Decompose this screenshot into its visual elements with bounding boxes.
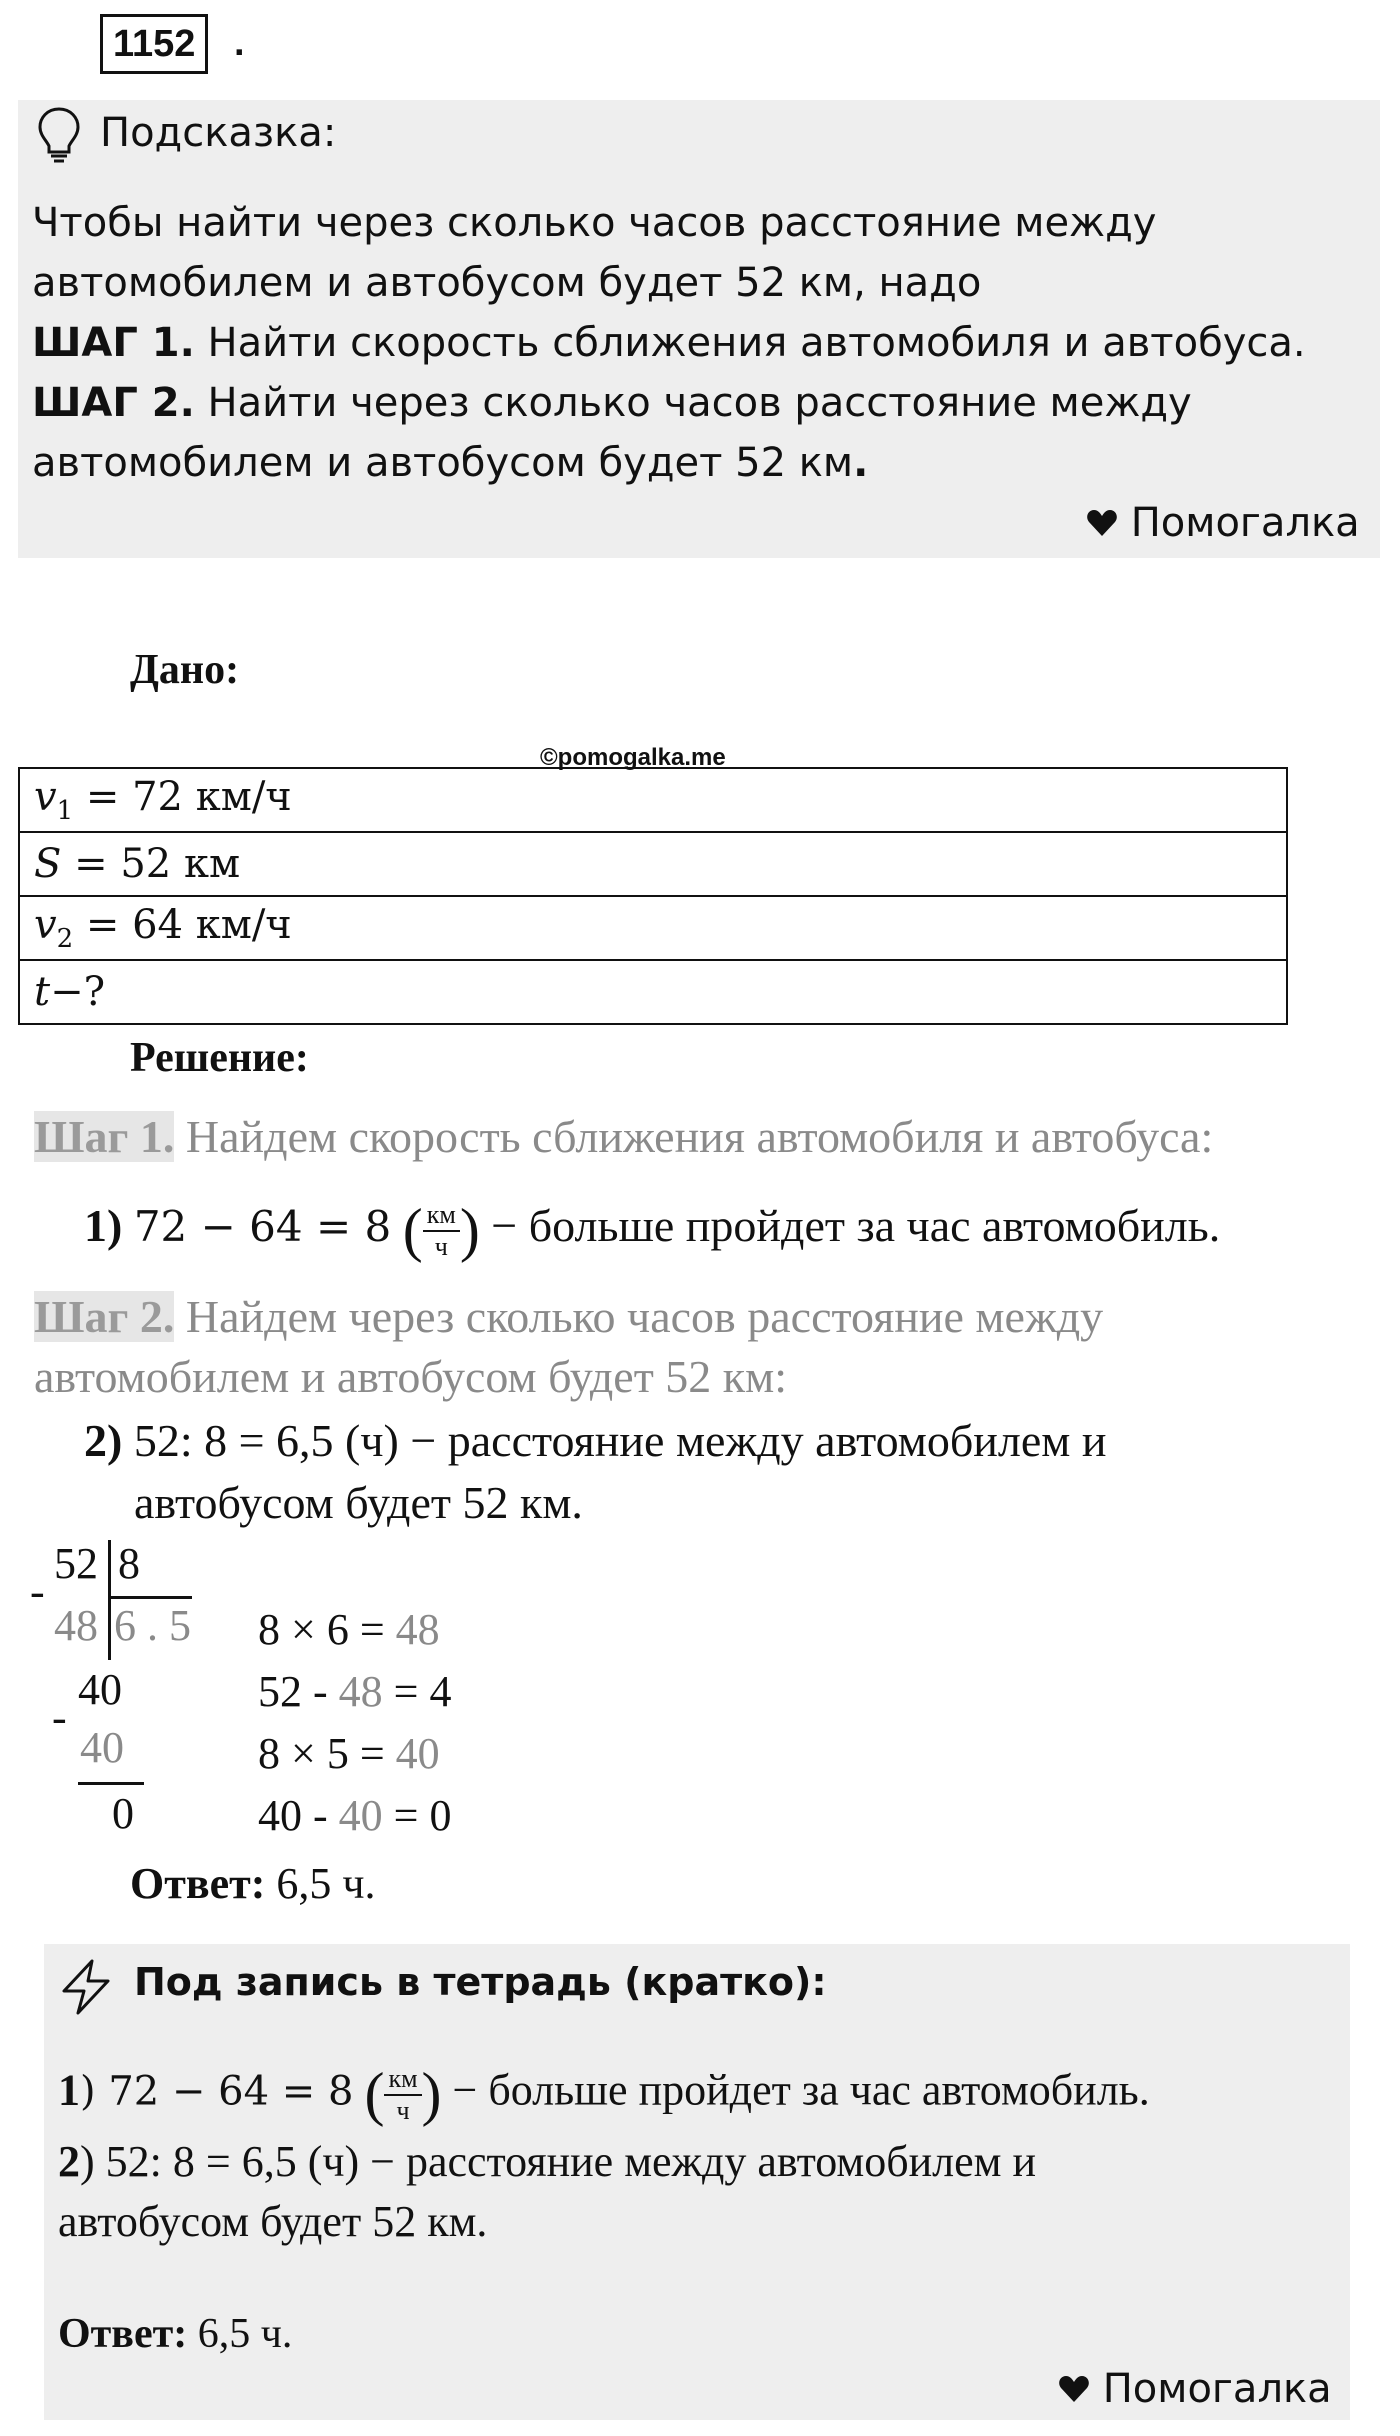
solution-eq-1 — [84, 1196, 1220, 1265]
solution-step-1-label: Шаг 1. — [34, 1111, 175, 1162]
notebook-eq-1 — [58, 2060, 1150, 2129]
solution-eq-2-line-1: 52: 8 = 6,5 (ч) − расстояние между автомобилем и — [133, 1415, 1107, 1466]
division-divisor: 8 — [118, 1539, 140, 1588]
hint-line-1: Чтобы найти через сколько часов расстояние между — [32, 200, 1157, 246]
task-number-dot: . — [234, 22, 245, 64]
division-note-1 — [258, 1604, 440, 1655]
unit-denominator: ч — [396, 2095, 410, 2125]
division-dividend: 52 — [54, 1539, 98, 1588]
notebook-brand-label — [1058, 2366, 1332, 2412]
notebook-title: Под запись в тетрадь (кратко): — [134, 1960, 827, 2004]
division-note-4 — [258, 1790, 451, 1841]
unit-fraction — [384, 2064, 421, 2126]
answer-label: Ответ: — [130, 1859, 266, 1908]
division-note-value: 40 — [338, 1791, 383, 1840]
notebook-answer-value: 6,5 ч. — [187, 2311, 293, 2357]
task-number: 1152 — [100, 14, 208, 74]
division-quotient-line — [108, 1596, 192, 1599]
given-var: v — [34, 774, 57, 820]
unit-fraction — [423, 1200, 460, 1262]
division-note-2 — [258, 1666, 451, 1717]
division-note-text: = 4 — [382, 1667, 452, 1716]
solution-eq-2-num: 2) — [84, 1415, 123, 1466]
division-minus: - — [52, 1693, 67, 1742]
division-note-text: 52 - — [258, 1667, 339, 1716]
paren-open: ( — [402, 1197, 423, 1263]
given-cell — [19, 896, 1287, 960]
division-note-value: 48 — [338, 1667, 383, 1716]
unit-denominator: ч — [434, 1231, 448, 1261]
division-subtrahend-2: 40 — [80, 1723, 124, 1772]
hint-title: Подсказка: — [100, 110, 337, 156]
given-cell — [19, 768, 1287, 832]
division-quotient: 6 . 5 — [114, 1601, 191, 1650]
solution-title: Решение: — [130, 1035, 309, 1081]
notebook-eq-2-line-1: ) 52: 8 = 6,5 (ч) − расстояние между автомобилем и — [80, 2137, 1037, 2186]
notebook-eq-2 — [58, 2136, 1036, 2187]
given-var: t — [34, 969, 51, 1015]
hint-line-5-text: автомобилем и автобусом будет 52 км — [32, 440, 854, 486]
solution-eq-2-line-2: автобусом будет 52 км. — [134, 1477, 583, 1528]
solution-step-2 — [34, 1290, 1103, 1343]
solution-eq-1-expr: 72 − 64 = 8 — [133, 1202, 392, 1252]
solution-eq-2 — [84, 1414, 1107, 1467]
division-subtrahend-1: 48 — [54, 1601, 98, 1650]
given-row — [19, 896, 1287, 960]
given-sub: 2 — [56, 924, 74, 954]
division-note-text: = 0 — [382, 1791, 452, 1840]
answer — [130, 1858, 376, 1909]
division-note-text: 40 - — [258, 1791, 339, 1840]
notebook-eq-1-tail: − больше пройдет за час автомобиль. — [452, 2065, 1150, 2115]
given-var: S — [34, 841, 62, 887]
given-value: = 72 км/ч — [73, 774, 292, 820]
given-value: = 52 км — [61, 841, 241, 887]
given-cell — [19, 832, 1287, 896]
given-row — [19, 768, 1287, 832]
given-value: −? — [50, 969, 106, 1015]
solution-eq-1-tail: − больше пройдет за час автомобиль. — [491, 1200, 1221, 1252]
unit-numerator: км — [384, 2064, 421, 2096]
lightbulb-icon — [36, 106, 82, 164]
brand-name: Помогалка — [1130, 500, 1360, 546]
division-minus: - — [30, 1567, 45, 1616]
heart-icon — [1058, 2374, 1090, 2404]
hint-step-1 — [32, 320, 1306, 366]
notebook-eq-1-num: 1 — [58, 2065, 80, 2115]
given-value: = 64 км/ч — [73, 902, 292, 948]
given-title: Дано: — [130, 647, 240, 693]
given-row — [19, 832, 1287, 896]
watermark: ©pomogalka.me — [540, 744, 726, 771]
notebook-answer-label: Ответ: — [58, 2311, 188, 2357]
solution-eq-1-num: 1) — [84, 1200, 123, 1252]
division-vertical-line — [108, 1540, 111, 1660]
division-remainder-2: 0 — [112, 1789, 134, 1838]
division-note-value: 40 — [395, 1729, 440, 1778]
paren-close: ) — [421, 2061, 442, 2127]
notebook-eq-2-line-2: автобусом будет 52 км. — [58, 2197, 488, 2246]
division-note-value: 48 — [395, 1605, 440, 1654]
lightning-icon — [58, 1958, 116, 2016]
given-cell — [19, 960, 1287, 1024]
given-var: v — [34, 902, 57, 948]
paren-close: ) — [459, 1197, 480, 1263]
division-note-3 — [258, 1728, 440, 1779]
brand-label — [1086, 500, 1360, 546]
hint-line-2: автомобилем и автобусом будет 52 км, надо — [32, 260, 982, 306]
division-remainder-1: 40 — [78, 1665, 122, 1714]
brand-name: Помогалка — [1102, 2366, 1332, 2412]
given-table — [18, 767, 1288, 1025]
given-sub: 1 — [56, 796, 74, 826]
hint-step-2-label: ШАГ 2. — [32, 380, 195, 426]
hint-line-5 — [32, 440, 868, 486]
hint-step-1-text: Найти скорость сближения автомобиля и автобуса. — [194, 320, 1306, 366]
solution-step-1 — [34, 1110, 1213, 1163]
solution-step-1-text: Найдем скорость сближения автомобиля и автобуса: — [174, 1111, 1214, 1162]
heart-icon — [1086, 508, 1118, 538]
given-row — [19, 960, 1287, 1024]
notebook-answer — [58, 2310, 292, 2358]
solution-step-2-text: Найдем через сколько часов расстояние между — [174, 1291, 1104, 1342]
hint-line-5-dot: . — [853, 440, 869, 486]
division-note-text: 8 × 5 = — [258, 1729, 396, 1778]
notebook-eq-1-expr: ) 72 − 64 = 8 — [80, 2068, 354, 2115]
unit-numerator: км — [423, 1200, 460, 1232]
division-underline — [78, 1782, 144, 1785]
hint-step-2-text: Найти через сколько часов расстояние между — [194, 380, 1192, 426]
solution-step-2-line-2: автомобилем и автобусом будет 52 км: — [34, 1351, 788, 1402]
hint-step-1-label: ШАГ 1. — [32, 320, 195, 366]
solution-step-2-label: Шаг 2. — [34, 1291, 175, 1342]
division-note-text: 8 × 6 = — [258, 1605, 396, 1654]
paren-open: ( — [364, 2061, 385, 2127]
hint-step-2 — [32, 380, 1192, 426]
answer-value: 6,5 ч. — [265, 1859, 376, 1908]
notebook-eq-2-num: 2 — [58, 2137, 80, 2186]
